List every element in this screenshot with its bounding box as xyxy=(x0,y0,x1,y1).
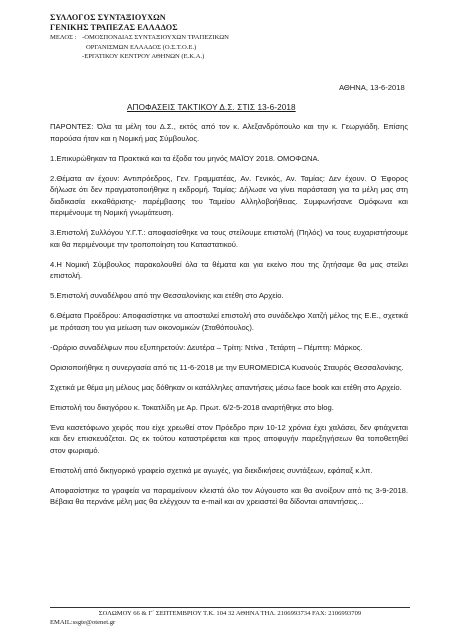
paragraph-recorder: Ένα κασετόφωνο χειρός που είχε χρεωθεί στον Πρόεδρο πριν 10-12 χρόνια έχει χαλάσει, δεν φτιάχνεται και δεν επισκευάζεται. Ως εκ τούτου καταστρέφεται και προς αποφυγήν παρεξηγήσεων θα τοποθετηθεί στον φωριαμό. xyxy=(50,422,408,455)
membership-line: -ΕΡΓΑΤΙΚΟΥ ΚΕΝΤΡΟΥ ΑΘΗΝΩΝ (Ε.Κ.Α.) xyxy=(82,53,205,61)
paragraph-facebook: Σχετικά με θέμα μη μέλους μας δόθηκαν οι κατάλληλες απαντήσεις μέσω face book και ετέθη στο Αρχείο. xyxy=(50,382,402,392)
org-name-line1: ΣΥΛΛΟΓΟΣ ΣΥΝΤΑΞΙΟΥΧΩΝ xyxy=(50,13,166,22)
letterhead-footer xyxy=(50,607,410,627)
document-body xyxy=(50,121,408,516)
document-date: ΑΘΗΝΑ, 13-6-2018 xyxy=(339,83,405,92)
paragraph-item-3: 3.Επιστολή Συλλόγου Υ.Γ.Τ.: αποφασίσθηκε να τους στείλουμε επιστολή (Πηλός) να τους ευχαριστήσουμε και θα περιμένουμε την τροποποίηση του Καταστατικού. xyxy=(50,228,408,249)
paragraph-item-1: 1.Επικυρώθηκαν τα Πρακτικά και τα έξοδα του μηνός ΜΑΪΟΥ 2018. ΟΜΟΦΩΝΑ. xyxy=(50,153,320,163)
paragraph-lawyer-letter: Επιστολή του δικηγόρου κ. Τοκατλίδη με Αρ. Πρωτ. 6/2-5-2018 αναρτήθηκε στο blog. xyxy=(50,402,334,412)
paragraph-law-office: Επιστολή από δικηγορικό γραφείο σχετικά με αγωγές, για διεκδικήσεις συντάξεων, εφάπαξ κ.λπ. xyxy=(50,465,373,475)
membership-block xyxy=(50,33,229,62)
member-label: ΜΕΛΟΣ : xyxy=(50,34,77,41)
document-title: ΑΠΟΦΑΣΕΙΣ ΤΑΚΤΙΚΟΥ Δ.Σ. ΣΤΙΣ 13-6-2018 xyxy=(127,103,296,112)
membership-line: ΟΡΓΑΝΙΣΜΩΝ ΕΛΛΑΔΟΣ (Ο.Σ.Τ.Ο.Ε.) xyxy=(86,43,197,51)
org-name-line2: ΓΕΝΙΚΗΣ ΤΡΑΠΕΖΑΣ ΕΛΛΑΔΟΣ xyxy=(50,23,178,32)
paragraph-item-6: 6.Θέματα Προέδρου: Αποφασίστηκε να αποσταλεί επιστολή στο συνάδελφο Χατζή μέλος της Ε.Ε., σχετικά με πρόταση του για μείωση των οικονομικών (Σταθόπουλος). xyxy=(50,311,408,332)
membership-line: -ΟΜΟΣΠΟΝΔΙΑΣ ΣΥΝΤΑΞΙΟΥΧΩΝ ΤΡΑΠΕΖΙΚΩΝ xyxy=(82,34,229,41)
paragraph-item-5: 5.Επιστολή συναδέλφου από την Θεσσαλονίκης και ετέθη στο Αρχείο. xyxy=(50,291,284,300)
letterhead xyxy=(50,13,229,62)
membership-list xyxy=(82,33,229,62)
paragraph-august-closure: Αποφασίστηκε τα γραφεία να παραμείνουν κλειστά όλο τον Αύγουστο και θα ανοίξουν από τις 3-9-2018. Βέβαια θα περνάνε μέλη μας θα ελέγχουν τα e-mail και αν χρειαστεί θα δίδονται απαντήσεις... xyxy=(50,485,408,506)
paragraph-item-4: 4.Η Νομική Σύμβουλος παρακολουθεί όλα τα θέματα και για εκείνο που της ζητήσαμε θα μας στείλει επιστολή. xyxy=(50,259,408,280)
footer-email: EMAIL:ssgte@otenet.gr xyxy=(50,619,116,626)
footer-address: ΣΟΛΩΜΟΥ 66 & Γ΄ ΣΕΠΤΕΜΒΡΙΟΥ Τ.Κ. 104 32 ΑΘΗΝΑ ΤΗΛ. 2106993734 FAX: 2106993709 xyxy=(98,610,362,617)
paragraph-euromedica: Ορισιοποιήθηκε η συνεργασία από τις 11-6-2018 με την EUROMEDICA Κυανούς Σταυρός Θεσσαλονίκης. xyxy=(50,362,404,372)
paragraph-item-2: 2.Θέματα αν έχουν: Αντιπρόεδρος, Γεν. Γραμματέας, Αν. Γενικός, Αν. Ταμίας: Δεν έχουν. Ο Έφορος δήλωσε ότι δεν πραγματοποιήθηκε η εκδρομή. Ταμίας: Δήλωσε να γίνει παράσταση για τα μέλη μας στη διαδικασία εκκαθάρισης- παρέμβασης του Ταμείου Αλληλοβοήθειας. Συμφωνήσανε Ομόφωνα και περιμένουμε τη Νομική γνωμάτευση. xyxy=(50,173,408,217)
paragraph-schedule: -Ωράριο συναδέλφων που εξυπηρετούν: Δευτέρα – Τρίτη: Ντίνα , Τετάρτη – Πέμπτη: Μάρκος. xyxy=(50,342,363,352)
paragraph-attendees: ΠΑΡΟΝΤΕΣ: Όλα τα μέλη του Δ.Σ., εκτός από τον κ. Αλεξανδρόπουλο και την κ. Γεωργιάδη. Επίσης παρούσα ήταν και η Νομική μας Σύμβουλος. xyxy=(50,122,408,143)
